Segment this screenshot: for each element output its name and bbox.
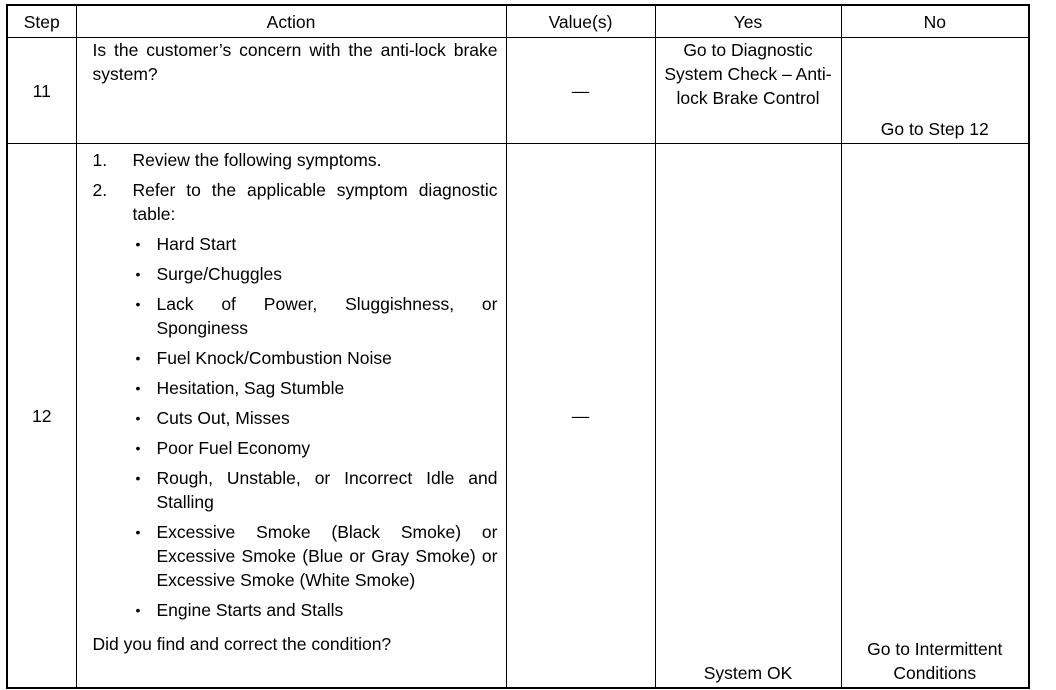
value-cell: — <box>506 144 655 689</box>
bullet-icon: • <box>135 440 141 456</box>
value-cell: — <box>506 38 655 144</box>
bullet-icon: • <box>135 410 141 426</box>
action-cell <box>76 144 506 689</box>
action-step-2 <box>93 178 498 226</box>
bullet-icon: • <box>135 236 141 252</box>
header-action: Action <box>76 5 506 38</box>
header-values: Value(s) <box>506 5 655 38</box>
table-row-step-12 <box>7 144 1029 689</box>
yes-cell: Go to Diagnostic System Check – Anti-lock Brake Control <box>655 38 841 144</box>
step-number: 11 <box>7 38 76 144</box>
step-index: 1. <box>92 150 108 170</box>
action-question: Did you find and correct the condition? <box>92 634 392 654</box>
bullet-icon: • <box>135 524 141 540</box>
list-item: • Surge/Chuggles <box>135 264 282 284</box>
header-row <box>7 5 1029 38</box>
step-number: 12 <box>7 144 76 689</box>
list-item: • Cuts Out, Misses <box>135 408 290 428</box>
diagnostic-table <box>6 4 1030 689</box>
bullet-icon: • <box>135 380 141 396</box>
yes-cell: System OK <box>655 144 841 689</box>
list-item: • Fuel Knock/Combustion Noise <box>135 348 392 368</box>
step-text: Review the following symptoms. <box>132 150 382 170</box>
bullet-icon: • <box>135 470 141 486</box>
header-yes: Yes <box>655 5 841 38</box>
no-cell: Go to Intermittent Conditions <box>841 144 1029 689</box>
bullet-icon: • <box>135 266 141 282</box>
list-item: • Hard Start <box>135 234 237 254</box>
header-step: Step <box>7 5 76 38</box>
action-step-1 <box>93 148 498 172</box>
no-cell: Go to Step 12 <box>841 38 1029 144</box>
list-item: • Lack of Power, Sluggishness, or Sponginess <box>135 294 498 338</box>
list-item: • Hesitation, Sag Stumble <box>135 378 345 398</box>
symptom-list <box>93 232 498 622</box>
list-item: • Poor Fuel Economy <box>135 438 311 458</box>
header-no: No <box>841 5 1029 38</box>
action-cell <box>76 38 506 144</box>
list-item: • Excessive Smoke (Black Smoke) or Excessive Smoke (Blue or Gray Smoke) or Excessive Smoke (White Smoke) <box>135 522 498 590</box>
bullet-icon: • <box>135 296 141 312</box>
action-question: Is the customer’s concern with the anti-lock brake system? <box>92 40 498 84</box>
bullet-icon: • <box>135 350 141 366</box>
bullet-icon: • <box>135 602 141 618</box>
table-row-step-11 <box>7 38 1029 144</box>
step-index: 2. <box>92 180 108 200</box>
list-item: • Rough, Unstable, or Incorrect Idle and Stalling <box>135 468 498 512</box>
step-text: Refer to the applicable symptom diagnostic table: <box>132 180 498 224</box>
list-item: • Engine Starts and Stalls <box>135 600 344 620</box>
